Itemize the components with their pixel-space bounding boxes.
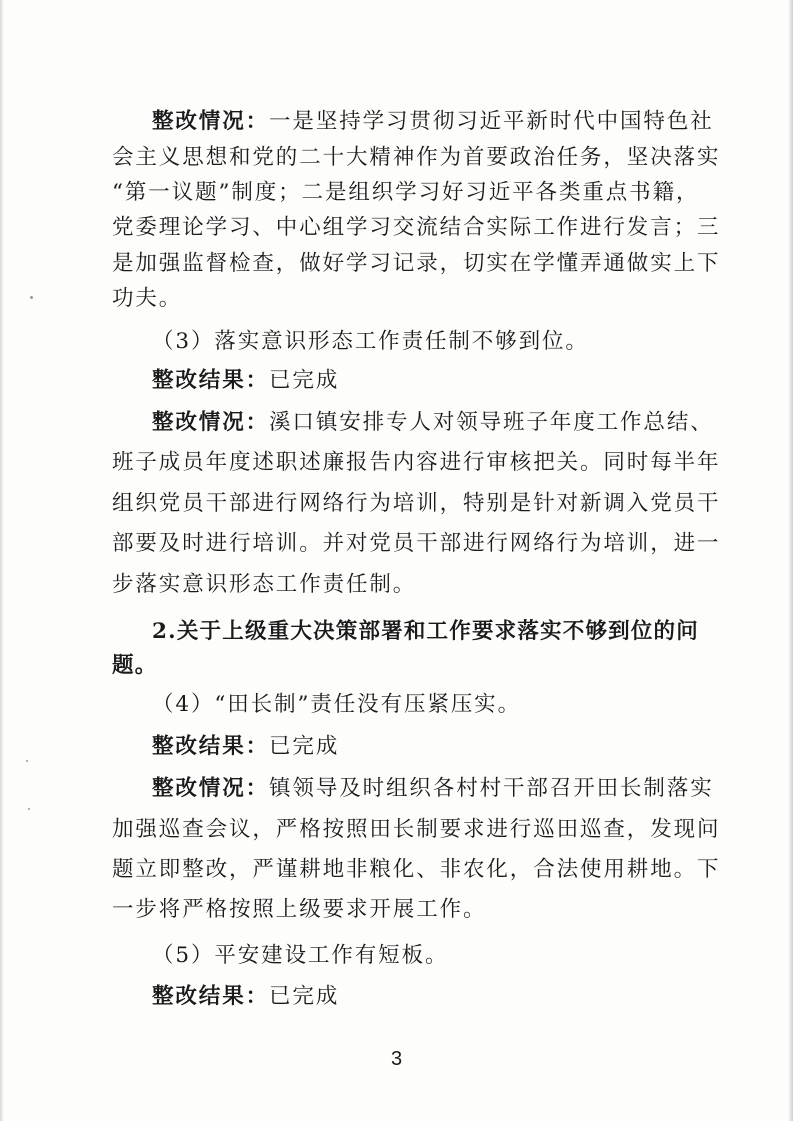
text-line: 一步将严格按照上级要求开展工作。 [112,897,487,922]
text-line: 组织党员干部进行网络行为培训，特别是针对新调入党员干 [112,491,721,516]
text-line [152,732,672,762]
scan-speck [28,808,30,810]
text-line [152,982,672,1012]
line-text: 已完成 [269,984,340,1009]
text-line: 部要及时进行培训。并对党员干部进行网络行为培训，进一 [112,531,721,556]
text-line: 班子成员年度述职述廉报告内容进行审核把关。同时每半年 [112,450,721,475]
section-label: 整改情况： [152,776,270,801]
scan-speck [30,296,33,299]
line-text: 溪口镇安排专人对领导班子年度工作总结、 [269,410,714,435]
section-label: 整改情况： [152,109,270,134]
scan-edge-right [788,0,793,1121]
scan-edge-left [0,0,4,1121]
item-heading: （4）“田长制”责任没有压紧压实。 [152,692,521,717]
text-line: 步落实意识形态工作责任制。 [112,572,417,597]
section-heading: 题。 [112,653,158,678]
section-label: 整改情况： [152,410,270,435]
text-line [152,408,714,438]
section-heading: 2.关于上级重大决策部署和工作要求落实不够到位的问 [152,619,699,644]
text-line [152,366,672,396]
text-line: 党委理论学习、中心组学习交流结合实际工作进行发言；三 [112,215,721,240]
text-line: 题立即整改，严谨耕地非粮化、非农化，合法使用耕地。下 [112,857,721,882]
line-text: 已完成 [269,368,340,393]
line-text: 镇领导及时组织各村村干部召开田长制落实 [269,776,714,801]
line-text: 一是坚持学习贯彻习近平新时代中国特色社 [269,109,714,134]
text-line [152,107,714,137]
section-label: 整改结果： [152,368,270,393]
text-line: 会主义思想和党的二十大精神作为首要政治任务，坚决落实 [112,145,721,170]
section-label: 整改结果： [152,984,270,1009]
scan-speck [26,760,28,762]
page-number: 3 [390,1048,403,1070]
section-label: 整改结果： [152,734,270,759]
text-line: 是加强监督检查，做好学习记录，切实在学懂弄通做实上下 [112,251,721,276]
item-heading: （5）平安建设工作有短板。 [152,943,449,968]
text-line [152,774,714,804]
text-line: 功夫。 [112,286,183,311]
item-heading: （3）落实意识形态工作责任制不够到位。 [152,329,589,354]
text-line: “第一议题”制度；二是组织学习好习近平各类重点书籍， [112,180,700,205]
line-text: 已完成 [269,734,340,759]
text-line: 加强巡查会议，严格按照田长制要求进行巡田巡查，发现问 [112,817,721,842]
